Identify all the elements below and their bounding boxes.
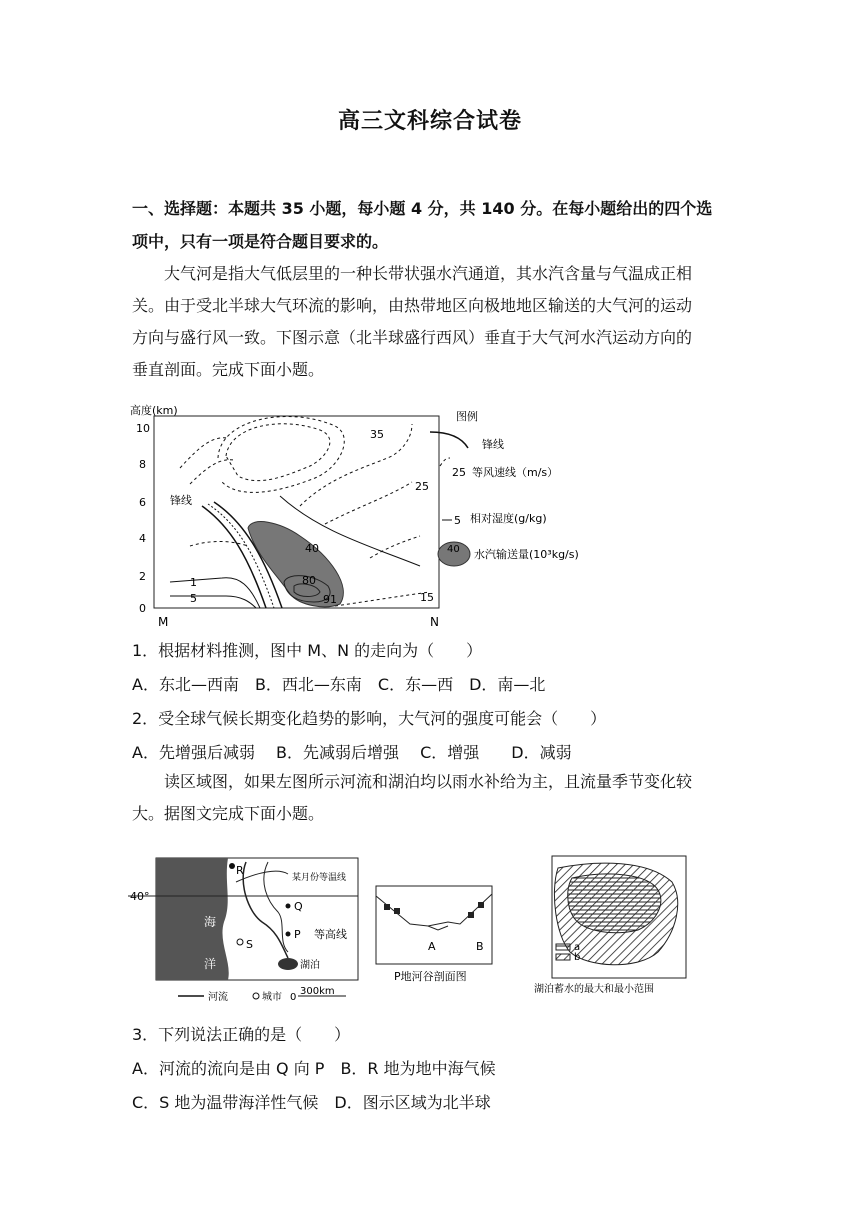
legend-front: 锋线: [482, 438, 504, 451]
contour-label-35: 35: [370, 428, 384, 441]
humidity-label-1: 1: [190, 576, 197, 589]
contour-label-15: 15: [420, 591, 434, 604]
question-2-options: A．先增强后减弱 B．先减弱后增强 C．增强 D．减弱: [132, 743, 572, 762]
figure-region-map: [128, 852, 698, 1012]
y-axis-label: 高度(km): [130, 404, 178, 417]
passage-2-line1: 读区域图，如果左图所示河流和湖泊均以雨水补给为主，且流量季节变化较: [164, 772, 693, 791]
scale-distance: 300km: [300, 986, 335, 997]
legend-humidity: 相对湿度(g/kg): [470, 512, 547, 525]
valley-point-b: B: [476, 940, 484, 953]
question-3-stem: 3．下列说法正确的是（ ）: [132, 1025, 351, 1044]
question-3-options-2: C．S 地为温带海洋性气候 D．图示区域为北半球: [132, 1093, 491, 1112]
y-tick-6: 6: [139, 496, 146, 509]
contour-label-25: 25: [415, 480, 429, 493]
question-1-options: A．东北—西南 B．西北—东南 C．东—西 D．南—北: [132, 675, 546, 694]
point-s: S: [246, 938, 253, 951]
passage-2-line2: 大。据图文完成下面小题。: [132, 804, 325, 823]
vapor-label-80: 80: [302, 574, 316, 587]
ocean-label-1: 海: [204, 915, 217, 929]
question-3-options-1: A．河流的流向是由 Q 向 P B．R 地为地中海气候: [132, 1059, 496, 1078]
front-label: 锋线: [170, 494, 192, 507]
legend-vapor-value: 40: [447, 544, 460, 555]
y-tick-0: 0: [139, 602, 146, 615]
legend-city: 城市: [262, 992, 282, 1003]
lake-key-a: a: [574, 942, 581, 953]
section-heading-line1: 一、选择题：本题共 35 小题，每小题 4 分，共 140 分。在每小题给出的四个选: [132, 199, 713, 218]
y-tick-4: 4: [139, 532, 146, 545]
valley-caption: P地河谷剖面图: [394, 970, 467, 983]
lake-caption: 湖泊蓄水的最大和最小范围: [534, 984, 654, 995]
latitude-label: 40°: [130, 890, 150, 903]
contour-line-label: 等高线: [314, 928, 347, 941]
x-label-n: N: [430, 615, 439, 628]
legend-humidity-value: 5: [454, 514, 461, 527]
question-2-stem: 2．受全球气候长期变化趋势的影响，大气河的强度可能会（ ）: [132, 709, 607, 728]
isotherm-label: 某月份等温线: [292, 873, 347, 883]
figure-atmospheric-river-profile: [130, 396, 600, 628]
passage-1-line1: 大气河是指大气低层里的一种长带状强水汽通道，其水汽含量与气温成正相: [164, 264, 693, 283]
valley-point-a: A: [428, 940, 436, 953]
vapor-label-40: 40: [305, 542, 319, 555]
passage-1-line4: 垂直剖面。完成下面小题。: [132, 360, 325, 379]
y-tick-2: 2: [139, 570, 146, 583]
legend-wind: 等风速线（m/s）: [472, 466, 559, 479]
point-q: Q: [294, 900, 303, 913]
y-tick-8: 8: [139, 458, 146, 471]
passage-1: [132, 258, 732, 386]
passage-1-line2: 关。由于受北半球大气环流的影响，由热带地区向极地地区输送的大气河的运动: [132, 296, 693, 315]
lake-key-b: b: [574, 952, 581, 963]
ocean-label-2: 洋: [204, 957, 217, 971]
section-heading-line2: 项中，只有一项是符合题目要求的。: [132, 232, 389, 251]
legend-river: 河流: [208, 992, 228, 1003]
humidity-label-5: 5: [190, 592, 197, 605]
passage-1-line3: 方向与盛行风一致。下图示意（北半球盛行西风）垂直于大气河水汽运动方向的: [132, 328, 693, 347]
page-title: 高三文科综合试卷: [337, 109, 522, 134]
passage-2: [132, 766, 732, 830]
question-1-stem: 1．根据材料推测，图中 M、N 的走向为（ ）: [132, 641, 483, 660]
legend-wind-value: 25: [452, 466, 466, 479]
point-r: R: [236, 864, 244, 877]
lake-label: 湖泊: [300, 960, 320, 971]
legend-vapor: 水汽输送量(10³kg/s): [474, 548, 579, 561]
scale-zero: 0: [290, 992, 297, 1003]
y-tick-10: 10: [136, 422, 150, 435]
vapor-label-91: 91: [323, 593, 337, 606]
x-label-m: M: [158, 615, 169, 628]
point-p: P: [294, 928, 301, 941]
legend-title: 图例: [456, 410, 478, 423]
